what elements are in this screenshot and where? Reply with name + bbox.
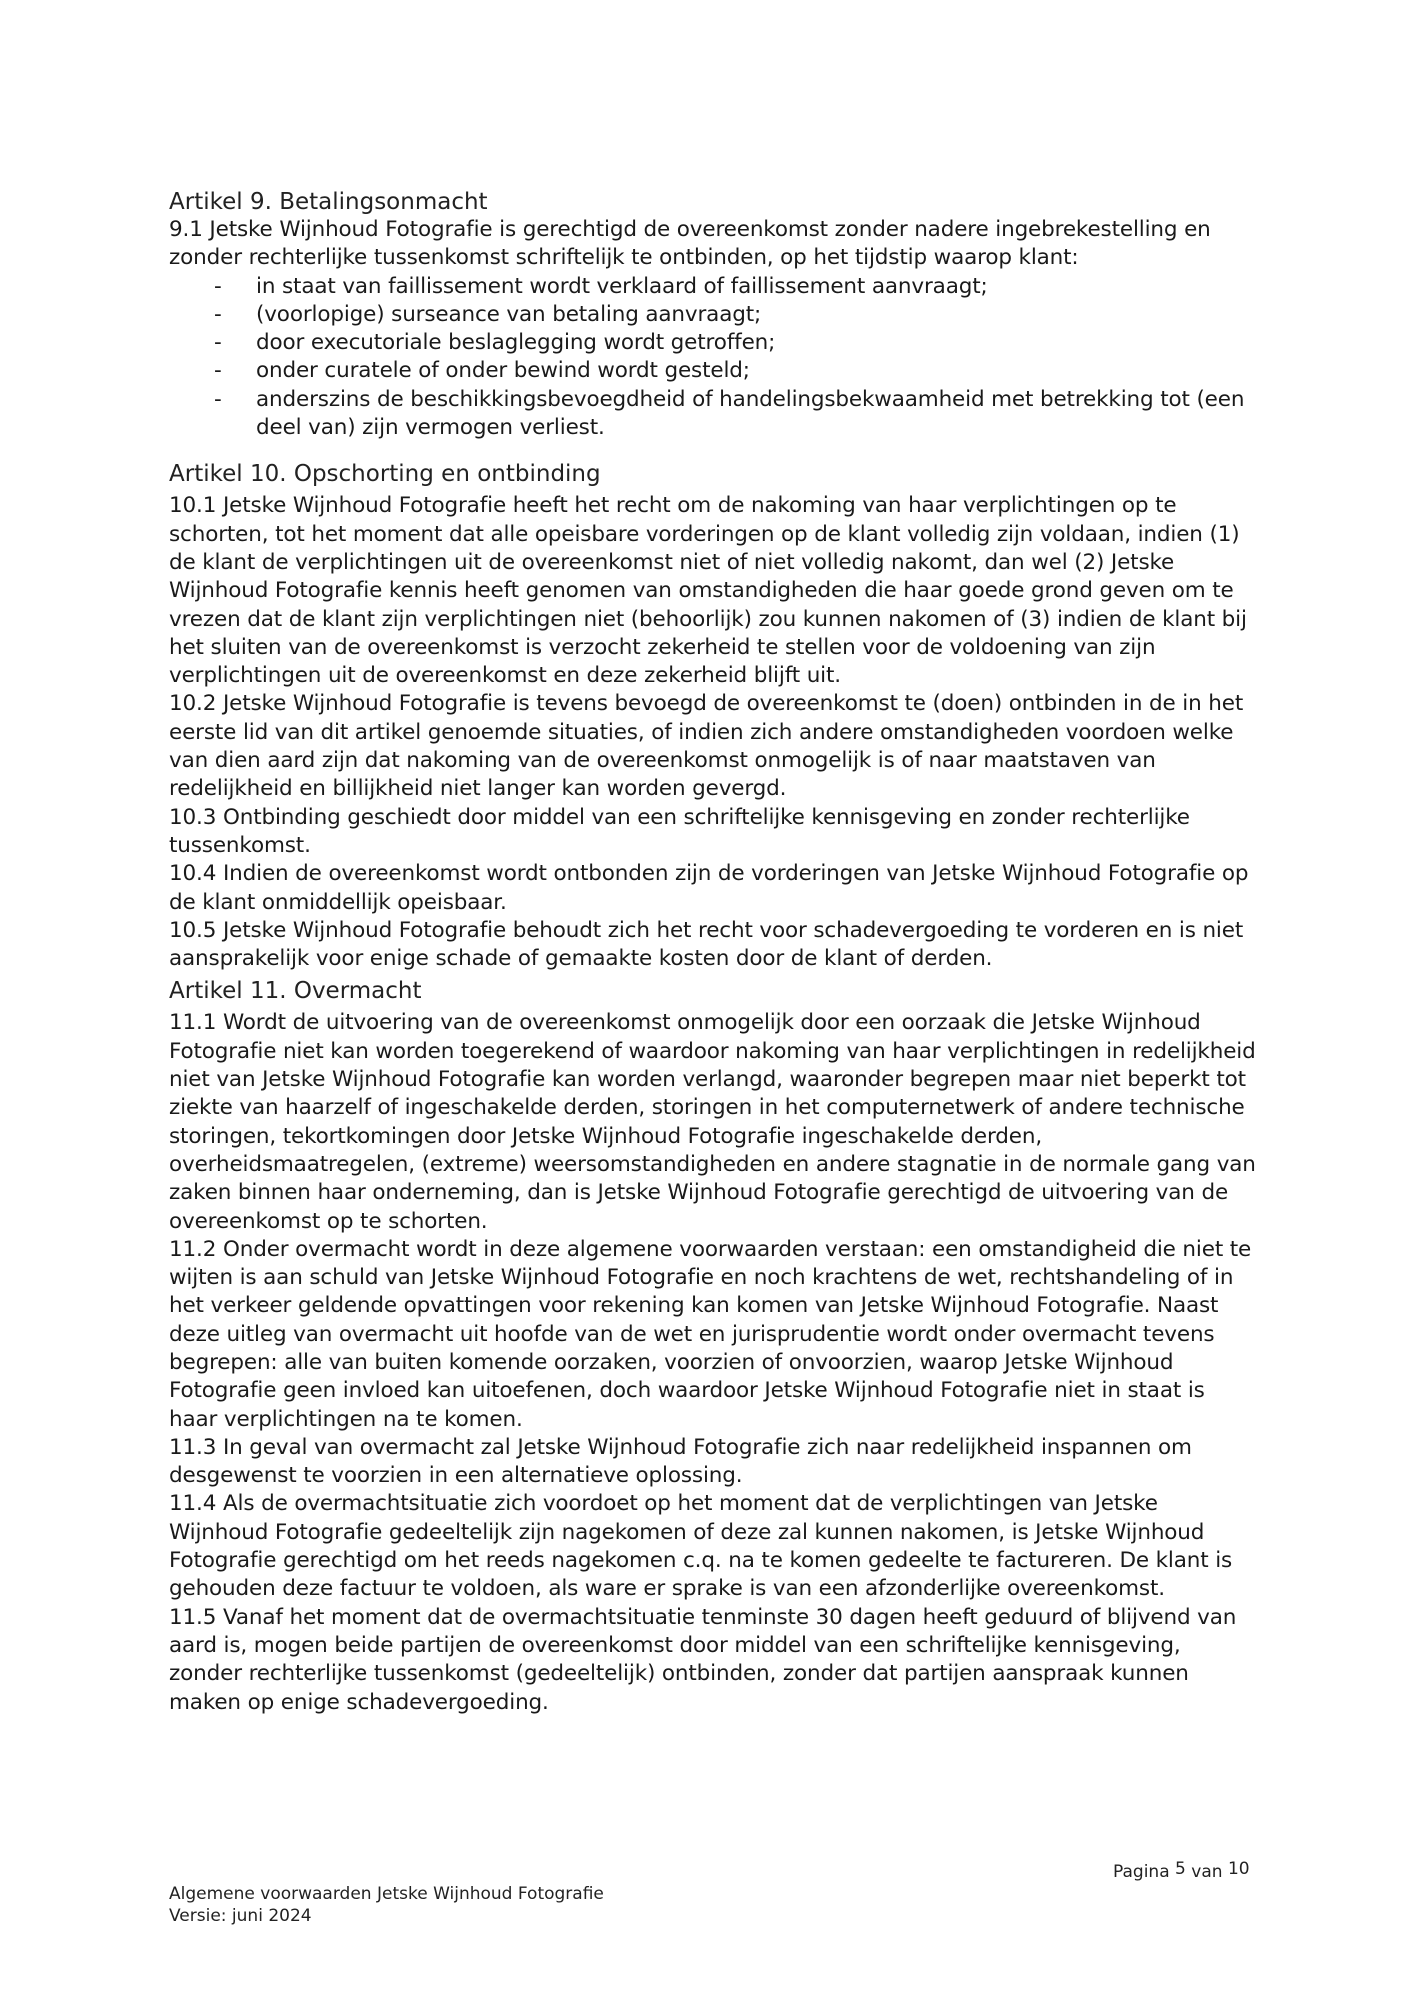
clause-10-2: 10.2 Jetske Wijnhoud Fotografie is tevens bevoegd de overeenkomst te (doen) ontbinden in de in het eerste lid van dit artikel genoemde situaties, of indien zich andere omstandigheden voordoen welke van dien aard zijn dat nakoming van de overeenkomst onmogelijk is of naar maatstaven van redelijkheid en billijkheid niet langer kan worden gevergd. <box>169 691 1244 802</box>
article-9-title: Artikel 9. Betalingsonmacht <box>169 189 488 215</box>
clause-9-1-list <box>169 273 1259 443</box>
document-page <box>169 188 1259 1717</box>
clause-10-3: 10.3 Ontbinding geschiedt door middel van een schriftelijke kennisgeving en zonder rechterlijke tussenkomst. <box>169 804 1190 858</box>
list-item-text: (voorlopige) surseance van betaling aanvraagt; <box>256 301 762 327</box>
list-item-text: door executoriale beslaglegging wordt getroffen; <box>256 330 776 356</box>
list-item <box>169 386 1259 443</box>
page-number <box>1113 1859 1250 1882</box>
page-total: 10 <box>1227 1859 1250 1879</box>
article-11-title: Artikel 11. Overmacht <box>169 978 422 1005</box>
clause-11-4: 11.4 Als de overmachtsituatie zich voordoet op het moment dat de verplichtingen van Jetske Wijnhoud Fotografie gedeeltelijk zijn nagekomen of deze zal kunnen nakomen, is Jetske Wijnhoud Fotografie gerechtigd om het reeds nagekomen c.q. na te komen gedeelte te factureren. De klant is gehouden deze factuur te voldoen, als ware er sprake is van een afzonderlijke overeenkomst. <box>169 1491 1233 1602</box>
footer-doc-title: Algemene voorwaarden Jetske Wijnhoud Fotografie <box>169 1884 604 1904</box>
list-item <box>169 273 1259 301</box>
clause-11-5: 11.5 Vanaf het moment dat de overmachtsituatie tenminste 30 dagen heeft geduurd of blijvend van aard is, mogen beide partijen de overeenkomst door middel van een schriftelijke kennisgeving, zonder rechterlijke tussenkomst (gedeeltelijk) ontbinden, zonder dat partijen aanspraak kunnen maken op enige schadevergoeding. <box>169 1604 1237 1715</box>
list-item-text: in staat van faillissement wordt verklaard of faillissement aanvraagt; <box>256 273 988 299</box>
list-item <box>169 301 1259 329</box>
list-item <box>169 357 1259 385</box>
dash-bullet: - <box>214 330 222 356</box>
clause-11-1: 11.1 Wordt de uitvoering van de overeenkomst onmogelijk door een oorzaak die Jetske Wijnhoud Fotografie niet kan worden toegerekend of waardoor nakoming van haar verplichtingen in redelijkheid niet van Jetske Wijnhoud Fotografie kan worden verlangd, waaronder begrepen maar niet beperkt tot ziekte van haarzelf of ingeschakelde derden, storingen in het computernetwerk of andere technische storingen, tekortkomingen door Jetske Wijnhoud Fotografie ingeschakelde derden, overheidsmaatregelen, (extreme) weersomstandigheden en andere stagnatie in de normale gang van zaken binnen haar onderneming, dan is Jetske Wijnhoud Fotografie gerechtigd de uitvoering van de overeenkomst op te schorten. <box>169 1010 1256 1234</box>
page-label: Pagina <box>1113 1862 1170 1882</box>
clause-11-3: 11.3 In geval van overmacht zal Jetske Wijnhoud Fotografie zich naar redelijkheid inspannen om desgewenst te voorzien in een alternatieve oplossing. <box>169 1434 1192 1489</box>
article-10-title: Artikel 10. Opschorting en ontbinding <box>169 461 601 488</box>
clause-10-1: 10.1 Jetske Wijnhoud Fotografie heeft het recht om de nakoming van haar verplichtingen op te schorten, tot het moment dat alle opeisbare vorderingen op de klant volledig zijn voldaan, indien (1) de klant de verplichtingen uit de overeenkomst niet of niet volledig nakomt, dan wel (2) Jetske Wijnhoud Fotografie kennis heeft genomen van omstandigheden die haar goede grond geven om te vrezen dat de klant zijn verplichtingen niet (behoorlijk) zou kunnen nakomen of (3) indien de klant bij het sluiten van de overeenkomst is verzocht zekerheid te stellen voor de voldoening van zijn verplichtingen uit de overeenkomst en deze zekerheid blijft uit. <box>169 493 1247 689</box>
page-of-label: van <box>1191 1862 1223 1882</box>
dash-bullet: - <box>214 358 222 384</box>
footer <box>169 1883 604 1927</box>
clause-10-5: 10.5 Jetske Wijnhoud Fotografie behoudt zich het recht voor schadevergoeding te vorderen en is niet aansprakelijk voor enige schade of gemaakte kosten door de klant of derden. <box>169 917 1244 972</box>
clause-11-2: 11.2 Onder overmacht wordt in deze algemene voorwaarden verstaan: een omstandigheid die niet te wijten is aan schuld van Jetske Wijnhoud Fotografie en noch krachtens de wet, rechtshandeling of in het verkeer geldende opvattingen voor rekening kan komen van Jetske Wijnhoud Fotografie. Naast deze uitleg van overmacht uit hoofde van de wet en jurisprudentie wordt onder overmacht tevens begrepen: alle van buiten komende oorzaken, voorzien of onvoorzien, waarop Jetske Wijnhoud Fotografie geen invloed kan uitoefenen, doch waardoor Jetske Wijnhoud Fotografie niet in staat is haar verplichtingen na te komen. <box>169 1236 1252 1432</box>
footer-version: Versie: juni 2024 <box>169 1906 312 1926</box>
dash-bullet: - <box>214 301 222 327</box>
clause-10-4: 10.4 Indien de overeenkomst wordt ontbonden zijn de vorderingen van Jetske Wijnhoud Fotografie op de klant onmiddellijk opeisbaar. <box>169 861 1249 915</box>
list-item <box>169 329 1259 357</box>
list-item-text: onder curatele of onder bewind wordt gesteld; <box>256 358 750 384</box>
dash-bullet: - <box>214 273 222 299</box>
page-current: 5 <box>1175 1859 1186 1879</box>
dash-bullet: - <box>214 386 222 412</box>
clause-9-1: 9.1 Jetske Wijnhoud Fotografie is gerechtigd de overeenkomst zonder nadere ingebrekestelling en zonder rechterlijke tussenkomst schriftelijk te ontbinden, op het tijdstip waarop klant: <box>169 217 1211 271</box>
list-item-text: anderszins de beschikkingsbevoegdheid of handelingsbekwaamheid met betrekking tot (een deel van) zijn vermogen verliest. <box>256 386 1245 441</box>
